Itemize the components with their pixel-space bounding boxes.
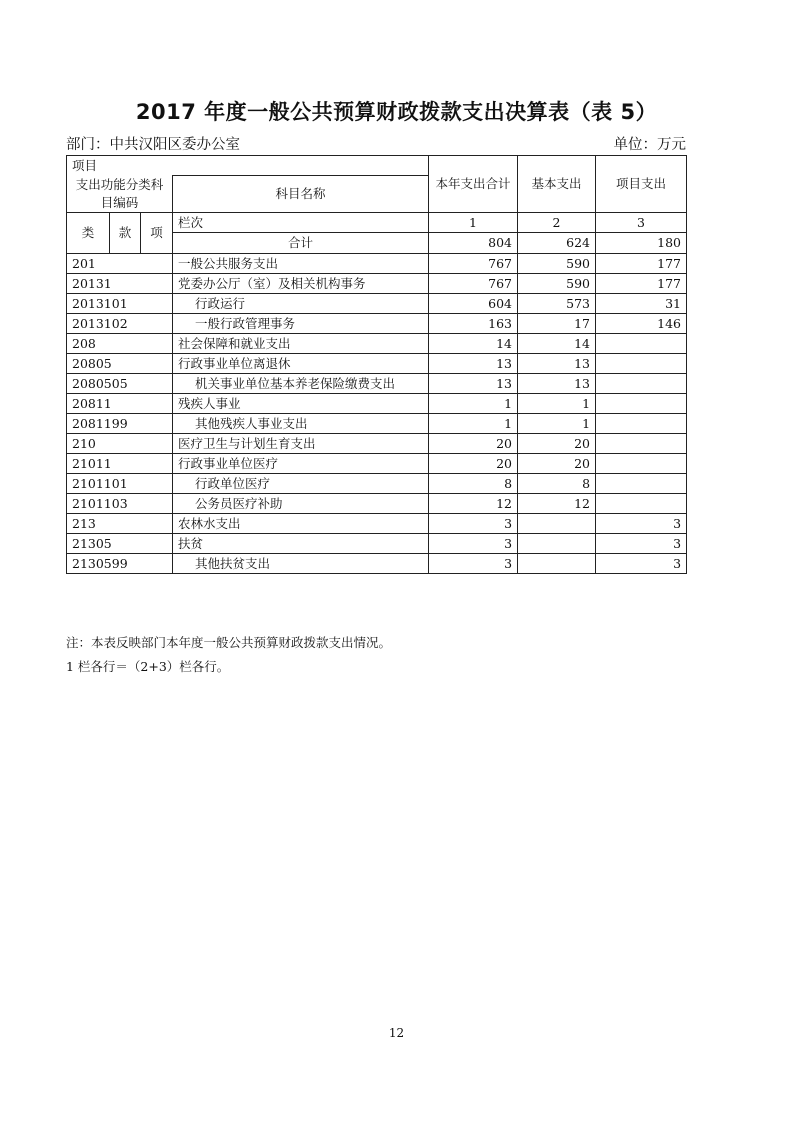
row-code: 2081199 (67, 413, 173, 433)
row-basic: 13 (518, 373, 596, 393)
column-number-3: 3 (596, 212, 687, 233)
table-row (67, 513, 687, 533)
row-code: 2013101 (67, 293, 173, 313)
row-code: 201 (67, 253, 173, 273)
row-project: 3 (596, 553, 687, 573)
row-name: 机关事业单位基本养老保险缴费支出 (173, 373, 429, 393)
row-basic: 590 (518, 253, 596, 273)
row-code: 21305 (67, 533, 173, 553)
row-code: 2101103 (67, 493, 173, 513)
table-row (67, 273, 687, 293)
row-project: 177 (596, 273, 687, 293)
row-total: 163 (429, 313, 518, 333)
row-project: 146 (596, 313, 687, 333)
header-xiang: 项 (141, 212, 173, 253)
page-number: 12 (388, 1026, 405, 1040)
row-name: 行政事业单位医疗 (173, 453, 429, 473)
row-name: 医疗卫生与计划生育支出 (173, 433, 429, 453)
table-row (67, 313, 687, 333)
row-total: 3 (429, 533, 518, 553)
row-total: 13 (429, 353, 518, 373)
row-project: 3 (596, 513, 687, 533)
row-basic: 1 (518, 393, 596, 413)
row-total: 1 (429, 413, 518, 433)
row-name: 扶贫 (173, 533, 429, 553)
row-basic (518, 533, 596, 553)
header-lei: 类 (67, 212, 110, 253)
row-code: 213 (67, 513, 173, 533)
row-code: 2013102 (67, 313, 173, 333)
row-name: 公务员医疗补助 (173, 493, 429, 513)
row-project (596, 493, 687, 513)
row-project: 177 (596, 253, 687, 273)
table-row (67, 533, 687, 553)
table-row (67, 413, 687, 433)
table-row (67, 373, 687, 393)
row-code: 2080505 (67, 373, 173, 393)
row-project (596, 413, 687, 433)
row-project (596, 353, 687, 373)
table-row (67, 553, 687, 573)
header-func-code: 支出功能分类科目编码 (67, 176, 173, 213)
department-label: 部门：中共汉阳区委办公室 (66, 137, 240, 153)
row-basic: 573 (518, 293, 596, 313)
row-basic (518, 553, 596, 573)
table-note: 注：本表反映部门本年度一般公共预算财政拨款支出情况。 (66, 635, 392, 650)
row-total: 1 (429, 393, 518, 413)
column-label: 栏次 (173, 212, 429, 233)
column-number-2: 2 (518, 212, 596, 233)
header-project: 项目支出 (596, 156, 687, 213)
row-basic (518, 513, 596, 533)
row-basic: 13 (518, 353, 596, 373)
row-project (596, 473, 687, 493)
row-total: 13 (429, 373, 518, 393)
row-name: 社会保障和就业支出 (173, 333, 429, 353)
table-row (67, 433, 687, 453)
row-total: 767 (429, 273, 518, 293)
row-name: 残疾人事业 (173, 393, 429, 413)
row-total: 20 (429, 433, 518, 453)
unit-label: 单位：万元 (613, 137, 686, 153)
row-name: 行政单位医疗 (173, 473, 429, 493)
row-project (596, 433, 687, 453)
row-basic: 8 (518, 473, 596, 493)
page-title: 2017 年度一般公共预算财政拨款支出决算表（表 5） (135, 100, 658, 124)
row-project (596, 393, 687, 413)
row-name: 其他扶贫支出 (173, 553, 429, 573)
row-code: 208 (67, 333, 173, 353)
header-basic: 基本支出 (518, 156, 596, 213)
row-total: 3 (429, 513, 518, 533)
row-basic: 14 (518, 333, 596, 353)
row-project: 31 (596, 293, 687, 313)
row-name: 其他残疾人事业支出 (173, 413, 429, 433)
row-basic: 20 (518, 453, 596, 473)
sum-basic: 624 (518, 233, 596, 254)
table-row (67, 453, 687, 473)
row-basic: 17 (518, 313, 596, 333)
table-row (67, 493, 687, 513)
table-row (67, 393, 687, 413)
header-subject-name: 科目名称 (173, 176, 429, 213)
sum-label: 合计 (173, 233, 429, 254)
row-project (596, 333, 687, 353)
row-basic: 590 (518, 273, 596, 293)
header-total: 本年支出合计 (429, 156, 518, 213)
table-row (67, 293, 687, 313)
row-code: 210 (67, 433, 173, 453)
row-code: 2130599 (67, 553, 173, 573)
row-basic: 20 (518, 433, 596, 453)
row-project: 3 (596, 533, 687, 553)
header-item: 项目 (67, 156, 429, 176)
row-project (596, 453, 687, 473)
row-code: 20805 (67, 353, 173, 373)
row-total: 3 (429, 553, 518, 573)
sum-project: 180 (596, 233, 687, 254)
row-code: 20131 (67, 273, 173, 293)
table-row (67, 333, 687, 353)
row-project (596, 373, 687, 393)
row-total: 604 (429, 293, 518, 313)
column-number-1: 1 (429, 212, 518, 233)
row-name: 行政运行 (173, 293, 429, 313)
table-row (67, 473, 687, 493)
expenditure-table (66, 155, 687, 574)
sum-total: 804 (429, 233, 518, 254)
row-basic: 12 (518, 493, 596, 513)
row-total: 12 (429, 493, 518, 513)
row-name: 党委办公厅（室）及相关机构事务 (173, 273, 429, 293)
row-code: 21011 (67, 453, 173, 473)
row-name: 农林水支出 (173, 513, 429, 533)
table-row (67, 253, 687, 273)
row-name: 一般公共服务支出 (173, 253, 429, 273)
row-total: 767 (429, 253, 518, 273)
row-total: 20 (429, 453, 518, 473)
row-basic: 1 (518, 413, 596, 433)
row-name: 一般行政管理事务 (173, 313, 429, 333)
row-name: 行政事业单位离退休 (173, 353, 429, 373)
table-note-formula: 1 栏各行＝（2+3）栏各行。 (66, 659, 230, 674)
header-kuan: 款 (110, 212, 141, 253)
table-row (67, 353, 687, 373)
row-total: 8 (429, 473, 518, 493)
row-code: 20811 (67, 393, 173, 413)
row-code: 2101101 (67, 473, 173, 493)
row-total: 14 (429, 333, 518, 353)
